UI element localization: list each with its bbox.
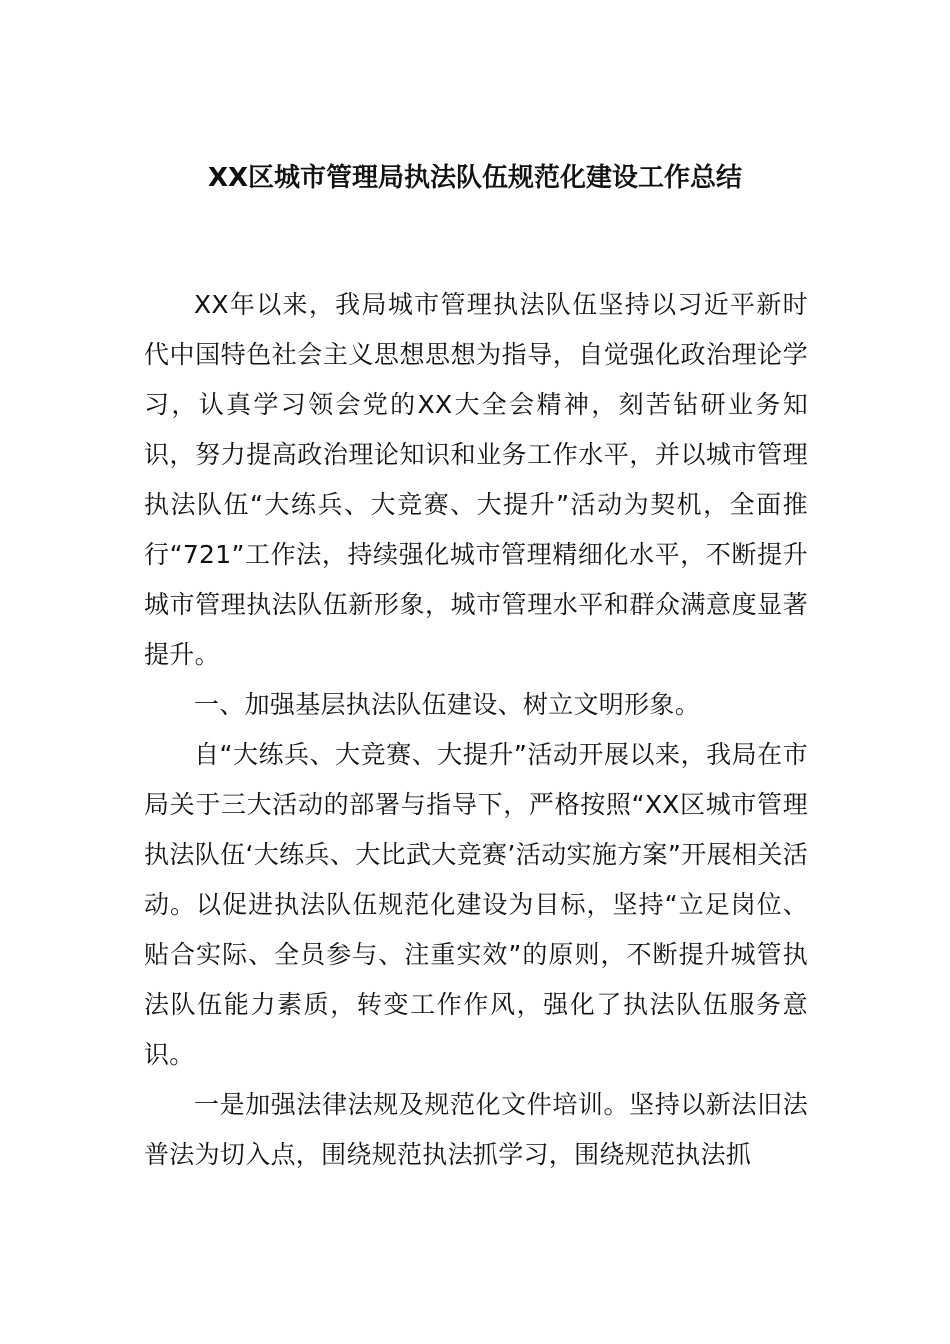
paragraph-activities: 自“大练兵、大竞赛、大提升”活动开展以来，我局在市局关于三大活动的部署与指导下，严格按照“XX区城市管理执法队伍‘大练兵、大比武大竞赛’活动实施方案”开展相关活动。以促进执法队伍规范化建设为目标，坚持“立足岗位、贴合实际、全员参与、注重实效”的原则，不断提升城管执法队伍能力素质，转变工作作风，强化了执法队伍服务意识。 — [144, 740, 808, 1069]
document-title: XX区城市管理局执法队伍规范化建设工作总结 — [207, 163, 743, 193]
paragraph-intro: XX年以来，我局城市管理执法队伍坚持以习近平新时代中国特色社会主义思想思想为指导，自觉强化政治理论学习，认真学习领会党的XX大全会精神，刻苦钻研业务知识，努力提高政治理论知识和业务工作水平，并以城市管理执法队伍“大练兵、大竞赛、大提升”活动为契机，全面推行“721”工作法，持续强化城市管理精细化水平，不断提升城市管理执法队伍新形象，城市管理水平和群众满意度显著提升。 — [144, 290, 808, 669]
paragraph-training: 一是加强法律法规及规范化文件培训。坚持以新法旧法普法为切入点，围绕规范执法抓学习，围绕规范执法抓 — [144, 1090, 808, 1169]
paragraph-section-heading: 一、加强基层执法队伍建设、树立文明形象。 — [194, 690, 701, 719]
document-body — [144, 280, 808, 1180]
